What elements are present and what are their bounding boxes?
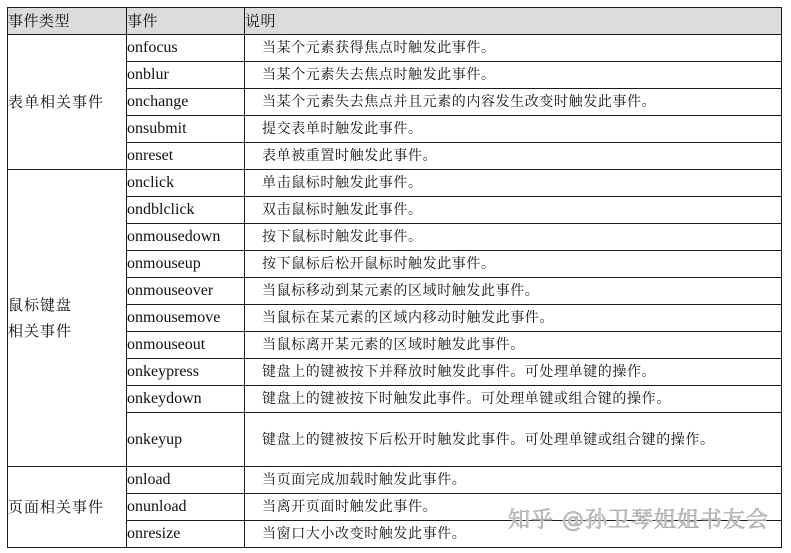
event-name: onchange — [127, 89, 245, 116]
category-label: 表单相关事件 — [8, 93, 105, 111]
header-row — [8, 8, 782, 35]
event-description: 键盘上的键被按下后松开时触发此事件。可处理单键或组合键的操作。 — [245, 413, 782, 467]
event-name: onkeypress — [127, 359, 245, 386]
event-name: onmousemove — [127, 305, 245, 332]
event-description: 当页面完成加载时触发此事件。 — [245, 467, 782, 494]
category-label-line-1: 鼠标键盘 — [8, 296, 73, 314]
table-body — [8, 35, 782, 548]
event-description: 按下鼠标时触发此事件。 — [245, 224, 782, 251]
event-name: onunload — [127, 494, 245, 521]
event-name: onload — [127, 467, 245, 494]
category-label-line-2: 相关事件 — [8, 322, 73, 340]
event-name: onkeydown — [127, 386, 245, 413]
event-name: onblur — [127, 62, 245, 89]
event-description: 当窗口大小改变时触发此事件。 — [245, 521, 782, 548]
event-description: 当某个元素失去焦点时触发此事件。 — [245, 62, 782, 89]
table-row — [8, 467, 782, 494]
event-name: onreset — [127, 143, 245, 170]
category-label: 页面相关事件 — [8, 498, 105, 516]
event-name: onmousedown — [127, 224, 245, 251]
header-category: 事件类型 — [8, 8, 127, 35]
event-name: onkeyup — [127, 413, 245, 467]
table-header — [8, 8, 782, 35]
event-description: 提交表单时触发此事件。 — [245, 116, 782, 143]
event-description: 单击鼠标时触发此事件。 — [245, 170, 782, 197]
event-name: onfocus — [127, 35, 245, 62]
event-name: onresize — [127, 521, 245, 548]
event-description: 按下鼠标后松开鼠标时触发此事件。 — [245, 251, 782, 278]
event-description: 当离开页面时触发此事件。 — [245, 494, 782, 521]
event-description: 当某个元素失去焦点并且元素的内容发生改变时触发此事件。 — [245, 89, 782, 116]
event-description: 当鼠标移动到某元素的区域时触发此事件。 — [245, 278, 782, 305]
event-name: onmouseup — [127, 251, 245, 278]
event-name: onmouseout — [127, 332, 245, 359]
events-table — [7, 7, 782, 548]
header-event: 事件 — [127, 8, 245, 35]
event-description: 表单被重置时触发此事件。 — [245, 143, 782, 170]
event-description: 当鼠标离开某元素的区域时触发此事件。 — [245, 332, 782, 359]
event-name: onclick — [127, 170, 245, 197]
table-row — [8, 35, 782, 62]
event-description: 键盘上的键被按下并释放时触发此事件。可处理单键的操作。 — [245, 359, 782, 386]
event-description: 键盘上的键被按下时触发此事件。可处理单键或组合键的操作。 — [245, 386, 782, 413]
event-name: onsubmit — [127, 116, 245, 143]
category-cell-form — [8, 35, 127, 170]
category-cell-mouse-keyboard — [8, 170, 127, 467]
event-name: onmouseover — [127, 278, 245, 305]
table-row — [8, 170, 782, 197]
watermark: 知乎 @孙卫琴姐姐书友会 — [508, 508, 769, 533]
event-description: 双击鼠标时触发此事件。 — [245, 197, 782, 224]
header-description: 说明 — [245, 8, 782, 35]
event-description: 当鼠标在某元素的区域内移动时触发此事件。 — [245, 305, 782, 332]
event-description: 当某个元素获得焦点时触发此事件。 — [245, 35, 782, 62]
event-name: ondblclick — [127, 197, 245, 224]
category-cell-page — [8, 467, 127, 548]
